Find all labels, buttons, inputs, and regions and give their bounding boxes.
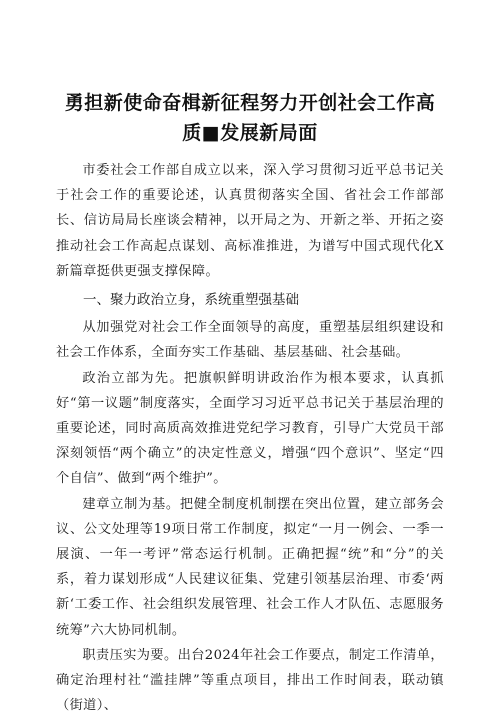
title-line-1: 勇担新使命奋楫新征程努力开创社会工作高	[64, 92, 436, 114]
intro-paragraph: 市委社会工作部自成立以来，深入学习贯彻习近平总书记关于社会工作的重要论述，认真贯彻落实全国、省社会工作部部长、信访局局长座谈会精神，以开局之为、开新之举、开拓之姿推动社会工作高起点谋划、高标准推进，为谱写中国式现代化X新篇章挺供更强支撑保障。	[56, 163, 444, 279]
section-1-paragraph-1: 从加强党对社会工作全面领导的高度，重塑基层组织建设和社会工作体系，全面夯实工作基础、基层基础、社会基础。	[56, 320, 444, 361]
section-1-heading: 一、聚力政治立身，系统重塑强基础	[83, 292, 299, 309]
document-title	[56, 88, 444, 148]
section-1-paragraph-2: 政治立部为先。把旗帜鲜明讲政治作为根本要求，认真抓好“第一议题”制度落实，全面学习习近平总书记关于基层治理的重要论述，同时高质高效推进党纪学习教育，引导广大党员干部深刻领悟“两个确立”的决定性意义，增强“四个意识”、坚定“四个自信”、做到“两个维护”。	[56, 370, 444, 487]
section-1-paragraph-4: 职责压实为要。出台2024年社会工作要点，制定工作清单，确定治理村社“滥挂牌”等重点项目，排出工作时间表，联动镇（街道）、	[56, 647, 444, 714]
title-line-2: 质■发展新局面	[182, 122, 318, 144]
section-1-paragraph-3: 建章立制为基。把健全制度机制摆在突出位置，建立部务会议、公文处理等19项日常工作制度，拟定“一月一例会、一季一展演、一年一考评”常态运行机制。正确把握“统”和“分”的关系，着力谋划形成“人民建议征集、党建引领基层治理、市委‘两新‘工委工作、社会组织发展管理、社会工作人才队伍、志愿服务统筹”六大协同机制。	[56, 496, 444, 638]
